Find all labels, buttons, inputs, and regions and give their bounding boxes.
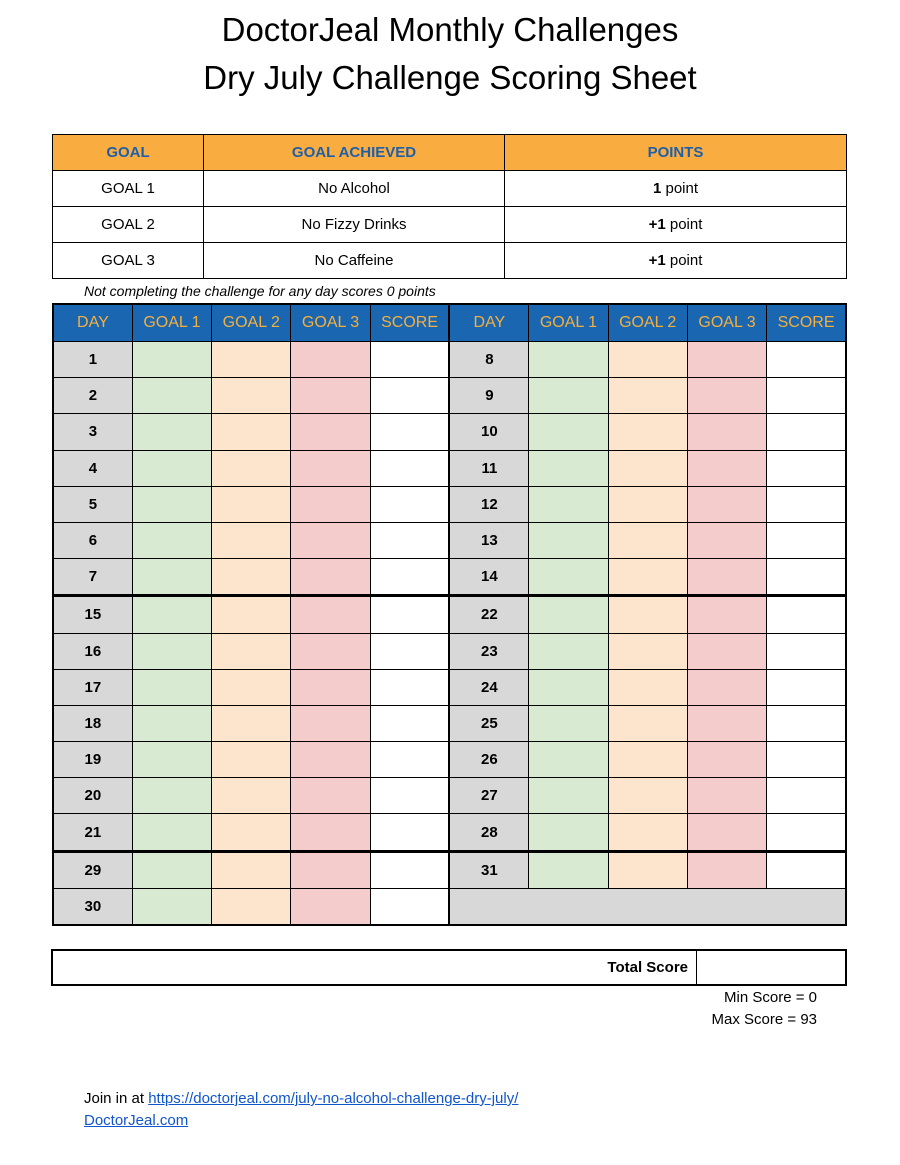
goal3-cell[interactable] (687, 669, 766, 705)
goal2-cell[interactable] (212, 742, 291, 778)
day-number: 3 (53, 414, 132, 450)
page-title-line1: DoctorJeal Monthly Challenges (221, 11, 679, 48)
scoring-header-cell: GOAL 3 (291, 304, 370, 342)
goal2-cell[interactable] (212, 414, 291, 450)
goals-header-row (53, 135, 847, 171)
goal1-cell[interactable] (132, 742, 211, 778)
scoring-row (53, 378, 846, 414)
scoring-row (53, 742, 846, 778)
goal1-cell[interactable] (132, 450, 211, 486)
goal1-cell[interactable] (529, 342, 608, 378)
day-number: 19 (53, 742, 132, 778)
goal3-cell[interactable] (687, 522, 766, 558)
site-line (84, 1112, 188, 1129)
scoring-row (53, 778, 846, 814)
goal1-cell[interactable] (529, 778, 608, 814)
goal3-cell[interactable] (291, 450, 370, 486)
goal2-cell[interactable] (212, 559, 291, 596)
goal2-cell[interactable] (608, 814, 687, 851)
goal2-cell[interactable] (212, 851, 291, 888)
goal2-cell[interactable] (608, 378, 687, 414)
day-number: 20 (53, 778, 132, 814)
goal2-cell[interactable] (608, 522, 687, 558)
day-number: 7 (53, 559, 132, 596)
goal2-cell[interactable] (608, 559, 687, 596)
goal2-cell[interactable] (608, 778, 687, 814)
day-number: 27 (449, 778, 528, 814)
scoring-table (52, 303, 847, 926)
score-cell[interactable] (767, 742, 846, 778)
goal1-cell[interactable] (132, 486, 211, 522)
goal1-cell[interactable] (529, 559, 608, 596)
goal1-cell[interactable] (132, 414, 211, 450)
empty-cell (449, 888, 846, 925)
scoring-header-cell: GOAL 1 (132, 304, 211, 342)
goal3-cell[interactable] (687, 342, 766, 378)
scoring-row (53, 705, 846, 741)
goal-points (505, 243, 847, 279)
goal-achieved: No Caffeine (204, 243, 505, 279)
goal2-cell[interactable] (212, 778, 291, 814)
goal1-cell[interactable] (529, 814, 608, 851)
day-number: 2 (53, 378, 132, 414)
goal1-cell[interactable] (529, 486, 608, 522)
goal3-cell[interactable] (291, 414, 370, 450)
goal2-cell[interactable] (608, 851, 687, 888)
day-number: 29 (53, 851, 132, 888)
goal3-cell[interactable] (291, 742, 370, 778)
scoring-row (53, 888, 846, 925)
goal1-cell[interactable] (132, 851, 211, 888)
goal1-cell[interactable] (132, 559, 211, 596)
scoring-row (53, 522, 846, 558)
goal1-cell[interactable] (132, 342, 211, 378)
day-number: 31 (449, 851, 528, 888)
score-cell[interactable] (370, 378, 449, 414)
goal3-cell[interactable] (291, 596, 370, 633)
score-cell[interactable] (767, 522, 846, 558)
scoring-header-cell: SCORE (767, 304, 846, 342)
goals-header-points: POINTS (505, 135, 847, 171)
max-score: Max Score = 93 (711, 1011, 817, 1028)
goal1-cell[interactable] (132, 814, 211, 851)
day-number: 21 (53, 814, 132, 851)
scoring-header-row (53, 304, 846, 342)
goal2-cell[interactable] (608, 669, 687, 705)
goal1-cell[interactable] (529, 596, 608, 633)
goal3-cell[interactable] (291, 705, 370, 741)
join-line (84, 1090, 518, 1107)
goals-header-goal: GOAL (53, 135, 204, 171)
goal2-cell[interactable] (608, 342, 687, 378)
scoring-header-cell: GOAL 1 (529, 304, 608, 342)
day-number: 13 (449, 522, 528, 558)
scoring-row (53, 559, 846, 596)
scoring-header-cell: DAY (53, 304, 132, 342)
goal2-cell[interactable] (608, 633, 687, 669)
scoring-note: Not completing the challenge for any day scores 0 points (84, 283, 436, 299)
day-number: 17 (53, 669, 132, 705)
goal2-cell[interactable] (212, 522, 291, 558)
points-value: +1 (648, 216, 666, 233)
scoring-row (53, 596, 846, 633)
points-unit: point (665, 252, 703, 269)
score-cell[interactable] (370, 342, 449, 378)
goal3-cell[interactable] (687, 414, 766, 450)
score-cell[interactable] (767, 559, 846, 596)
min-score: Min Score = 0 (724, 989, 817, 1006)
day-number: 25 (449, 705, 528, 741)
day-number: 4 (53, 450, 132, 486)
score-cell[interactable] (767, 633, 846, 669)
scoring-header-cell: DAY (449, 304, 528, 342)
goals-row (53, 171, 847, 207)
goal3-cell[interactable] (687, 486, 766, 522)
score-cell[interactable] (370, 486, 449, 522)
join-link[interactable]: https://doctorjeal.com/july-no-alcohol-challenge-dry-july/ (148, 1090, 519, 1107)
goal3-cell[interactable] (687, 778, 766, 814)
score-cell[interactable] (370, 596, 449, 633)
day-number: 22 (449, 596, 528, 633)
score-cell[interactable] (767, 705, 846, 741)
day-number: 6 (53, 522, 132, 558)
score-cell[interactable] (767, 450, 846, 486)
goal2-cell[interactable] (212, 814, 291, 851)
score-cell[interactable] (370, 522, 449, 558)
day-number: 26 (449, 742, 528, 778)
goal1-cell[interactable] (529, 851, 608, 888)
scoring-header-cell: GOAL 2 (212, 304, 291, 342)
day-number: 18 (53, 705, 132, 741)
goal1-cell[interactable] (132, 378, 211, 414)
goal1-cell[interactable] (132, 669, 211, 705)
join-prefix: Join in at (84, 1090, 149, 1107)
goal1-cell[interactable] (132, 522, 211, 558)
goal2-cell[interactable] (608, 486, 687, 522)
goal3-cell[interactable] (291, 342, 370, 378)
goal-points (505, 207, 847, 243)
score-cell[interactable] (767, 596, 846, 633)
goal3-cell[interactable] (291, 851, 370, 888)
goal2-cell[interactable] (212, 633, 291, 669)
goal3-cell[interactable] (291, 888, 370, 925)
goal3-cell[interactable] (687, 596, 766, 633)
day-number: 15 (53, 596, 132, 633)
goal2-cell[interactable] (608, 596, 687, 633)
goal2-cell[interactable] (212, 596, 291, 633)
goal2-cell[interactable] (212, 669, 291, 705)
goal3-cell[interactable] (291, 778, 370, 814)
goal3-cell[interactable] (291, 559, 370, 596)
site-link[interactable]: DoctorJeal.com (84, 1112, 189, 1129)
goal3-cell[interactable] (687, 851, 766, 888)
scoring-row (53, 342, 846, 378)
day-number: 8 (449, 342, 528, 378)
goal3-cell[interactable] (291, 522, 370, 558)
goal2-cell[interactable] (212, 705, 291, 741)
goal3-cell[interactable] (291, 669, 370, 705)
goal1-cell[interactable] (132, 705, 211, 741)
score-cell[interactable] (767, 486, 846, 522)
goal2-cell[interactable] (212, 342, 291, 378)
goal1-cell[interactable] (132, 596, 211, 633)
score-cell[interactable] (767, 778, 846, 814)
score-cell[interactable] (370, 450, 449, 486)
goal3-cell[interactable] (687, 814, 766, 851)
page-title-line2: Dry July Challenge Scoring Sheet (203, 59, 697, 96)
goal3-cell[interactable] (687, 633, 766, 669)
goal-name: GOAL 3 (53, 243, 204, 279)
points-unit: point (665, 216, 703, 233)
day-number: 10 (449, 414, 528, 450)
day-number: 9 (449, 378, 528, 414)
score-cell[interactable] (370, 851, 449, 888)
points-value: 1 (652, 180, 662, 197)
goal1-cell[interactable] (132, 633, 211, 669)
goal3-cell[interactable] (291, 633, 370, 669)
goal1-cell[interactable] (132, 778, 211, 814)
score-cell[interactable] (370, 669, 449, 705)
goal2-cell[interactable] (608, 742, 687, 778)
goal2-cell[interactable] (608, 414, 687, 450)
score-cell[interactable] (370, 778, 449, 814)
goal3-cell[interactable] (291, 814, 370, 851)
scoring-header-cell: GOAL 2 (608, 304, 687, 342)
scoring-row (53, 814, 846, 851)
score-cell[interactable] (370, 814, 449, 851)
goal2-cell[interactable] (212, 450, 291, 486)
day-number: 28 (449, 814, 528, 851)
goal1-cell[interactable] (529, 669, 608, 705)
goal1-cell[interactable] (529, 522, 608, 558)
score-cell[interactable] (767, 342, 846, 378)
total-score-label: Total Score (52, 950, 697, 985)
goal3-cell[interactable] (687, 705, 766, 741)
scoring-header-cell: GOAL 3 (687, 304, 766, 342)
score-cell[interactable] (370, 559, 449, 596)
total-score-table (51, 949, 847, 986)
goal-name: GOAL 1 (53, 171, 204, 207)
day-number: 1 (53, 342, 132, 378)
goal2-cell[interactable] (212, 888, 291, 925)
goal3-cell[interactable] (687, 378, 766, 414)
goal1-cell[interactable] (529, 633, 608, 669)
day-number: 24 (449, 669, 528, 705)
scoring-row (53, 486, 846, 522)
score-cell[interactable] (370, 414, 449, 450)
scoring-row (53, 851, 846, 888)
goal2-cell[interactable] (212, 486, 291, 522)
goal1-cell[interactable] (529, 378, 608, 414)
points-value: +1 (648, 252, 666, 269)
goal3-cell[interactable] (687, 450, 766, 486)
goal3-cell[interactable] (291, 486, 370, 522)
goal1-cell[interactable] (529, 414, 608, 450)
score-cell[interactable] (767, 851, 846, 888)
goals-row (53, 207, 847, 243)
goal-achieved: No Fizzy Drinks (204, 207, 505, 243)
day-number: 14 (449, 559, 528, 596)
points-unit: point (661, 180, 699, 197)
day-number: 11 (449, 450, 528, 486)
goal2-cell[interactable] (608, 450, 687, 486)
scoring-row (53, 669, 846, 705)
score-cell[interactable] (370, 705, 449, 741)
day-number: 30 (53, 888, 132, 925)
day-number: 23 (449, 633, 528, 669)
goal-name: GOAL 2 (53, 207, 204, 243)
score-cell[interactable] (370, 742, 449, 778)
goal2-cell[interactable] (608, 705, 687, 741)
goal1-cell[interactable] (529, 705, 608, 741)
scoring-row (53, 450, 846, 486)
scoring-row (53, 633, 846, 669)
goal1-cell[interactable] (529, 742, 608, 778)
score-cell[interactable] (370, 633, 449, 669)
goal3-cell[interactable] (687, 742, 766, 778)
day-number: 5 (53, 486, 132, 522)
scoring-row (53, 414, 846, 450)
score-cell[interactable] (767, 414, 846, 450)
day-number: 12 (449, 486, 528, 522)
goal2-cell[interactable] (212, 378, 291, 414)
total-score-value[interactable] (697, 950, 847, 985)
goal-points (505, 171, 847, 207)
score-cell[interactable] (767, 814, 846, 851)
scoring-header-cell: SCORE (370, 304, 449, 342)
goal-achieved: No Alcohol (204, 171, 505, 207)
goal3-cell[interactable] (291, 378, 370, 414)
goals-table (52, 134, 847, 279)
goal3-cell[interactable] (687, 559, 766, 596)
score-cell[interactable] (767, 669, 846, 705)
goals-row (53, 243, 847, 279)
goal1-cell[interactable] (132, 888, 211, 925)
score-cell[interactable] (370, 888, 449, 925)
day-number: 16 (53, 633, 132, 669)
goals-header-achieved: GOAL ACHIEVED (204, 135, 505, 171)
score-cell[interactable] (767, 378, 846, 414)
goal1-cell[interactable] (529, 450, 608, 486)
